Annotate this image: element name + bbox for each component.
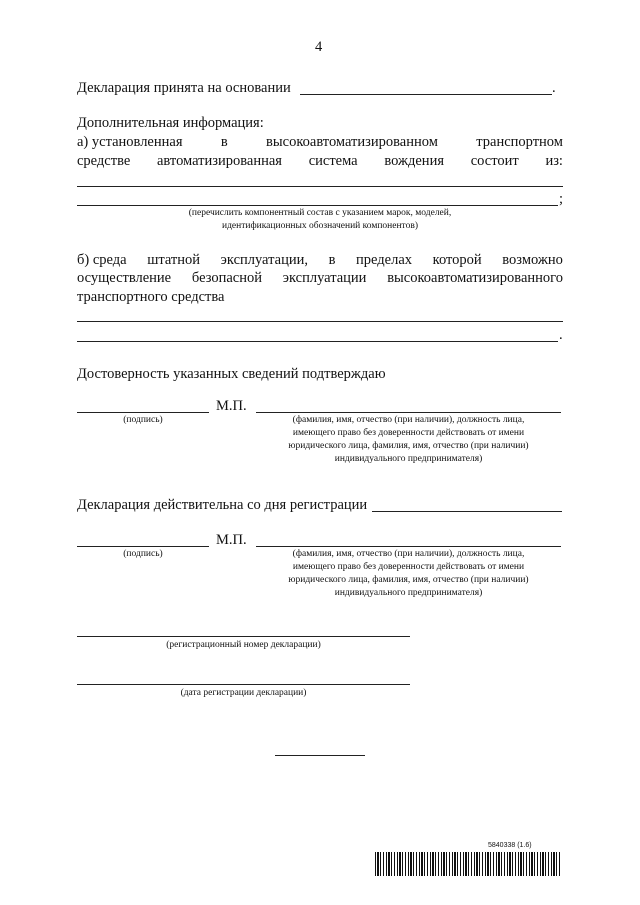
item-b-end: . <box>559 327 563 343</box>
item-a-line1: а) установленная в высокоавтоматизированном транспортном <box>77 134 563 150</box>
confirm-sign-hint: (подпись) <box>123 415 163 425</box>
barcode-icon <box>375 852 561 876</box>
confirm-signature-line[interactable] <box>77 412 209 413</box>
registration-date-line[interactable] <box>77 684 410 685</box>
confirm-person-hint-4: индивидуального предпринимателя) <box>334 454 483 464</box>
confirm-text: Достоверность указанных сведений подтверждаю <box>77 366 386 382</box>
valid-person-hint-2: имеющего право без доверенности действовать от имени <box>292 562 525 572</box>
item-b-field-line-1[interactable] <box>77 321 563 322</box>
item-a-field-line-1[interactable] <box>77 186 563 187</box>
confirm-person-hint-3: юридического лица, фамилия, имя, отчество (при наличии) <box>288 441 529 451</box>
item-a-field-line-2[interactable] <box>77 205 558 206</box>
confirm-person-hint-2: имеющего право без доверенности действовать от имени <box>292 428 525 438</box>
confirm-person-hint-1: (фамилия, имя, отчество (при наличии), должность лица, <box>292 415 525 425</box>
confirm-mp: М.П. <box>216 398 247 414</box>
valid-date-line[interactable] <box>372 511 562 512</box>
item-b-line1: б) среда штатной эксплуатации, в пределах которой возможно <box>77 252 563 268</box>
registration-date-hint: (дата регистрации декларации) <box>180 688 307 698</box>
valid-text: Декларация действительна со дня регистрации <box>77 497 368 513</box>
item-a-hint-1: (перечислить компонентный состав с указанием марок, моделей, <box>188 208 452 218</box>
item-b-line3: транспортного средства <box>77 289 225 305</box>
valid-person-hint-1: (фамилия, имя, отчество (при наличии), должность лица, <box>292 549 525 559</box>
item-b-field-line-2[interactable] <box>77 341 558 342</box>
barcode-number: 5840338 (1.6) <box>488 842 532 849</box>
valid-signature-line[interactable] <box>77 546 209 547</box>
registration-number-line[interactable] <box>77 636 410 637</box>
confirm-person-line[interactable] <box>256 412 561 413</box>
valid-person-hint-4: индивидуального предпринимателя) <box>334 588 483 598</box>
additional-heading: Дополнительная информация: <box>77 115 264 131</box>
registration-number-hint: (регистрационный номер декларации) <box>166 640 321 650</box>
valid-person-line[interactable] <box>256 546 561 547</box>
basis-label: Декларация принята на основании <box>77 80 291 96</box>
item-a-hint-2: идентификационных обозначений компонентов) <box>222 221 418 231</box>
valid-sign-hint: (подпись) <box>123 549 163 559</box>
basis-end: . <box>552 80 556 96</box>
item-a-end: ; <box>559 191 564 207</box>
item-b-line2: осуществление безопасной эксплуатации высокоавтоматизированного <box>77 270 563 286</box>
basis-field-line[interactable] <box>300 94 552 95</box>
page-number: 4 <box>315 39 323 55</box>
item-a-line2: средстве автоматизированная система вождения состоит из: <box>77 153 563 169</box>
valid-person-hint-3: юридического лица, фамилия, имя, отчество (при наличии) <box>288 575 529 585</box>
valid-mp: М.П. <box>216 532 247 548</box>
closing-divider <box>275 755 365 756</box>
